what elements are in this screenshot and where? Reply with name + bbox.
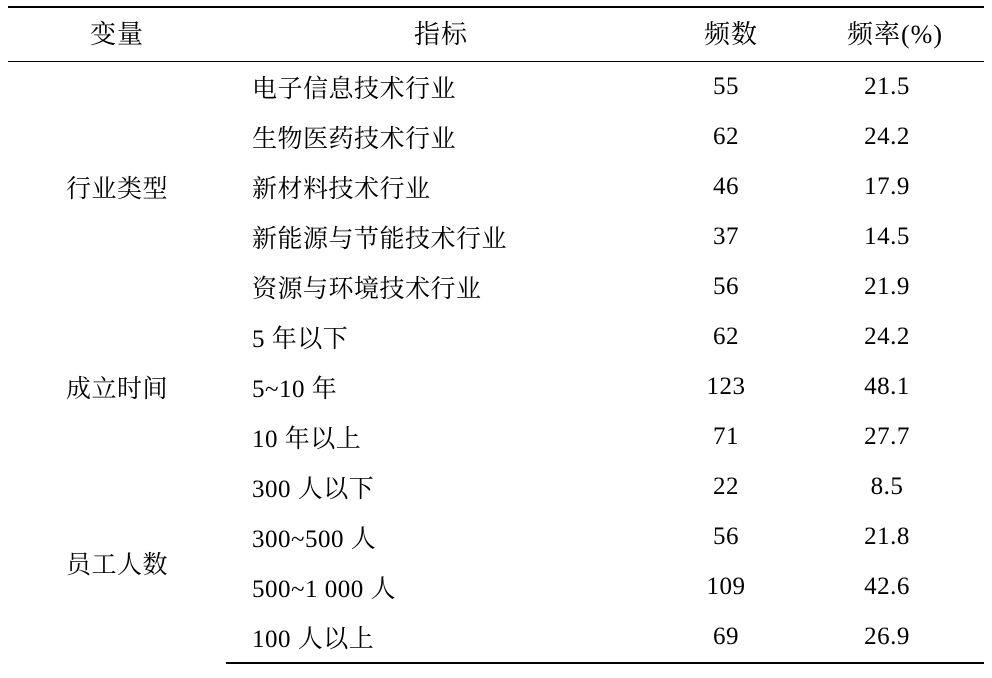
column-header-rate: 频率(%) [806,7,984,62]
row-frequency: 46 [713,173,739,200]
table-header-row [8,7,984,62]
row-rate: 27.7 [864,423,910,450]
row-indicator: 300 人以下 [252,476,375,503]
row-frequency: 56 [713,273,739,300]
row-frequency: 69 [656,612,806,663]
row-indicator: 新材料技术行业 [252,176,431,203]
row-rate: 26.9 [806,612,984,663]
row-rate: 21.8 [864,523,910,550]
row-frequency: 62 [713,323,739,350]
row-indicator: 新能源与节能技术行业 [252,226,508,253]
row-rate: 42.6 [864,573,910,600]
row-frequency: 109 [706,573,746,600]
row-rate: 14.5 [864,223,910,250]
row-frequency: 56 [713,523,739,550]
column-header-frequency: 频数 [656,7,806,62]
row-indicator: 500~1 000 人 [252,576,397,603]
row-rate: 24.2 [864,323,910,350]
table-body [8,62,984,664]
group-label-employee-count: 员工人数 [65,551,168,579]
row-indicator: 300~500 人 [252,526,377,553]
table-row [8,62,984,113]
row-indicator: 生物医药技术行业 [252,126,457,153]
table-row [8,462,984,512]
row-rate: 17.9 [864,173,910,200]
row-indicator: 100 人以上 [226,612,656,663]
document-page [0,6,992,678]
row-rate: 8.5 [870,473,904,500]
row-frequency: 62 [713,123,739,150]
row-rate: 21.5 [864,73,910,100]
row-indicator: 5 年以下 [252,326,349,353]
statistics-table [8,6,984,664]
row-rate: 24.2 [864,123,910,150]
column-header-variable: 变量 [8,7,226,62]
table-row [8,312,984,362]
row-rate: 48.1 [864,373,910,400]
table-header [8,7,984,62]
column-header-indicator: 指标 [226,7,656,62]
group-label-founding-time: 成立时间 [65,376,168,403]
row-rate: 21.9 [864,273,910,300]
group-label-industry: 行业类型 [65,176,168,203]
row-frequency: 71 [713,423,739,450]
row-indicator: 资源与环境技术行业 [252,276,482,303]
row-indicator: 10 年以上 [252,426,362,453]
row-indicator: 电子信息技术行业 [252,76,457,103]
row-frequency: 55 [713,73,739,100]
row-frequency: 123 [706,373,746,400]
row-indicator: 5~10 年 [252,376,338,403]
row-frequency: 22 [713,473,739,500]
row-frequency: 37 [713,223,739,250]
